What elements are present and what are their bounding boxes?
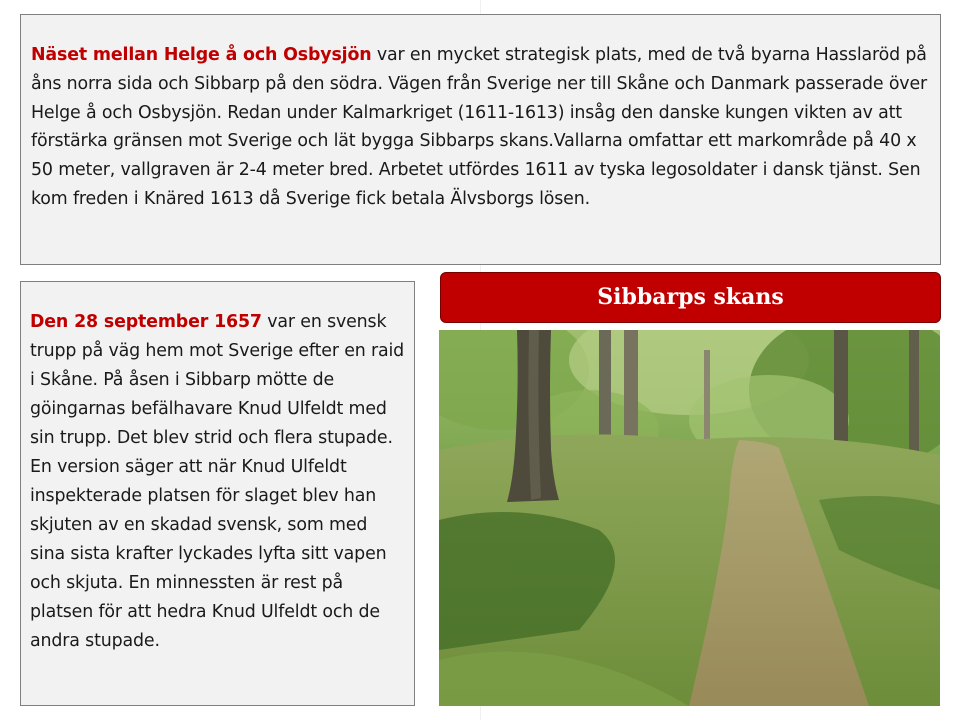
battle-text-box — [20, 281, 415, 706]
intro-highlight: Näset mellan Helge å och Osbysjön — [31, 45, 372, 65]
battle-date-highlight: Den 28 september 1657 — [30, 312, 262, 332]
sibbarps-skans-photo — [439, 330, 940, 706]
battle-body-text: var en svensk trupp på väg hem mot Sverige efter en raid i Skåne. På åsen i Sibbarp mötte de göingarnas befälhavare Knud Ulfeldt med sin trupp. Det blev strid och flera stupade. En version säger att när Knud Ulfeldt inspekterade platsen för slaget blev han skjuten av en skadad svensk, som med sina sista krafter lyckades lyfta sitt vapen och skjuta. En minnessten är rest på platsen för att hedra Knud Ulfeldt och de andra stupade. — [30, 312, 405, 651]
intro-body-text: var en mycket strategisk plats, med de två byarna Hasslaröd på åns norra sida och Sibbarp på den södra. Vägen från Sverige ner till Skåne och Danmark passerade över Helge å och Osbysjön. Redan under Kalmarkriget (1611-1613) insåg den danske kungen vikten av att förstärka gränsen mot Sverige och lät bygga Sibbarps skans.Vallarna omfattar ett markområde på 40 x 50 meter, vallgraven är 2-4 meter bred. Arbetet utfördes 1611 av tyska legosoldater i dansk tjänst. Sen kom freden i Knäred 1613 då Sverige fick betala Älvsborgs lösen. — [31, 45, 927, 209]
intro-text-box — [20, 14, 941, 265]
photo-title-banner: Sibbarps skans — [440, 272, 941, 323]
